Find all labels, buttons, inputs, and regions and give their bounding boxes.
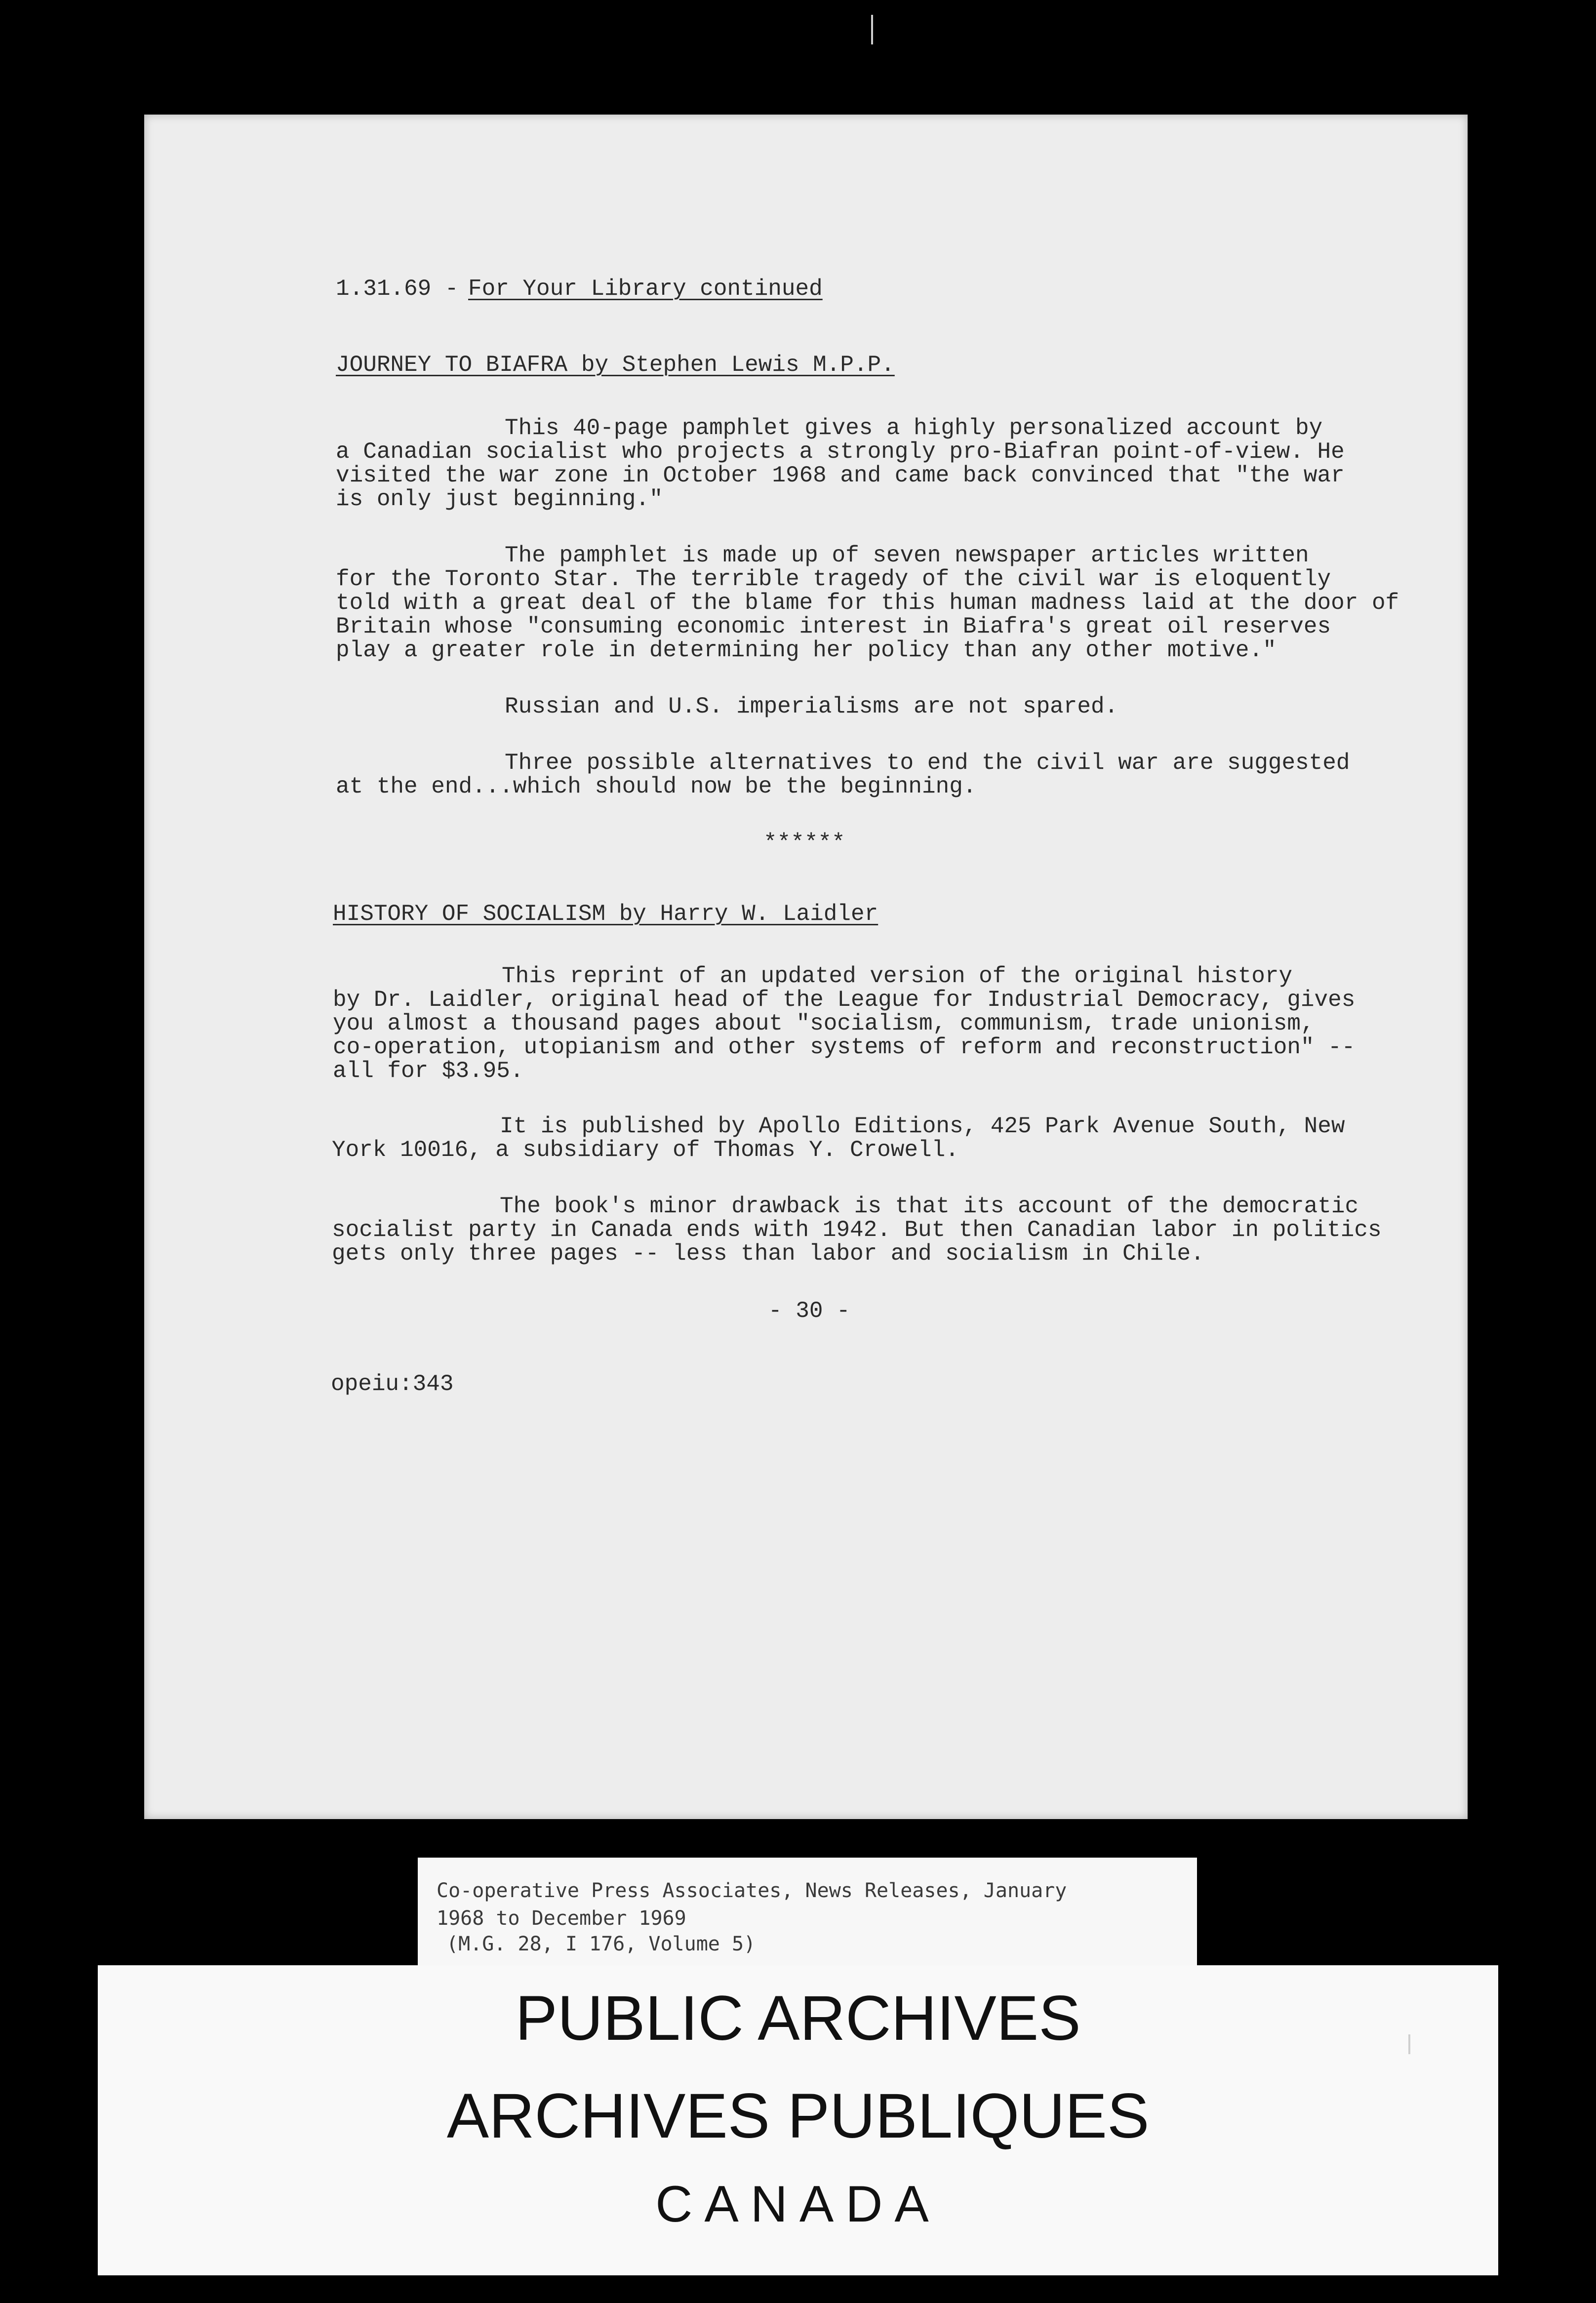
paragraph-line: all for $3.95. [333,1058,524,1084]
paragraph-line: This reprint of an updated version of the original history [502,963,1293,989]
paragraph-line: play a greater role in determining her policy than any other motive." [336,637,1277,663]
paragraph-line: Three possible alternatives to end the civil war are suggested [505,750,1350,776]
banner-title-french: ARCHIVES PUBLIQUES [446,2081,1150,2151]
slip-line: Co-operative Press Associates, News Releases, January [437,1879,1067,1902]
film-scratch [1408,2034,1410,2054]
paragraph-line: This 40-page pamphlet gives a highly personalized account by [505,415,1323,441]
paragraph-line: Britain whose "consuming economic interest in Biafra's great oil reserves [336,614,1331,639]
paragraph-line: by Dr. Laidler, original head of the League for Industrial Democracy, gives [333,987,1356,1013]
paragraph-line: Russian and U.S. imperialisms are not spared. [505,694,1118,719]
paragraph-line: you almost a thousand pages about "socialism, communism, trade unionism, [333,1011,1315,1036]
paragraph-line: at the end...which should now be the beginning. [336,774,977,799]
paragraph-line: It is published by Apollo Editions, 425 Park Avenue South, New [500,1113,1345,1139]
section-heading: HISTORY OF SOCIALISM by Harry W. Laidler [333,901,878,927]
paragraph-line: visited the war zone in October 1968 and came back convinced that "the war [336,463,1345,488]
paragraph-line: York 10016, a subsidiary of Thomas Y. Crowell. [332,1137,959,1163]
paragraph-line: co-operation, utopianism and other systems of reform and reconstruction" -- [333,1034,1356,1060]
paragraph-line: told with a great deal of the blame for this human madness laid at the door of [336,590,1399,616]
paragraph-line: gets only three pages -- less than labor and socialism in Chile. [332,1241,1204,1267]
slip-line: (M.G. 28, I 176, Volume 5) [446,1933,756,1955]
banner-title-english: PUBLIC ARCHIVES [515,1983,1081,2054]
archives-banner [98,1965,1498,2275]
paragraph-line: The pamphlet is made up of seven newspaper articles written [505,543,1309,568]
document-page [144,115,1468,1819]
paragraph-line: for the Toronto Star. The terrible tragedy of the civil war is eloquently [336,566,1331,592]
archive-reference-slip [418,1858,1197,1965]
film-scratch [871,15,873,44]
document-date: 1.31.69 - [336,276,459,302]
page-number: - 30 - [768,1298,850,1324]
paragraph-line: is only just beginning." [336,486,663,512]
banner-country: CANADA [655,2176,941,2233]
section-heading: JOURNEY TO BIAFRA by Stephen Lewis M.P.P. [336,352,895,378]
footer-code: opeiu:343 [331,1371,454,1397]
document-header-title: For Your Library continued [468,276,823,302]
paragraph-line: The book's minor drawback is that its account of the democratic [500,1193,1359,1219]
separator: ****** [763,830,845,856]
paragraph-line: socialist party in Canada ends with 1942. But then Canadian labor in politics [332,1217,1382,1243]
slip-line: 1968 to December 1969 [437,1907,686,1930]
paragraph-line: a Canadian socialist who projects a strongly pro-Biafran point-of-view. He [336,439,1345,465]
